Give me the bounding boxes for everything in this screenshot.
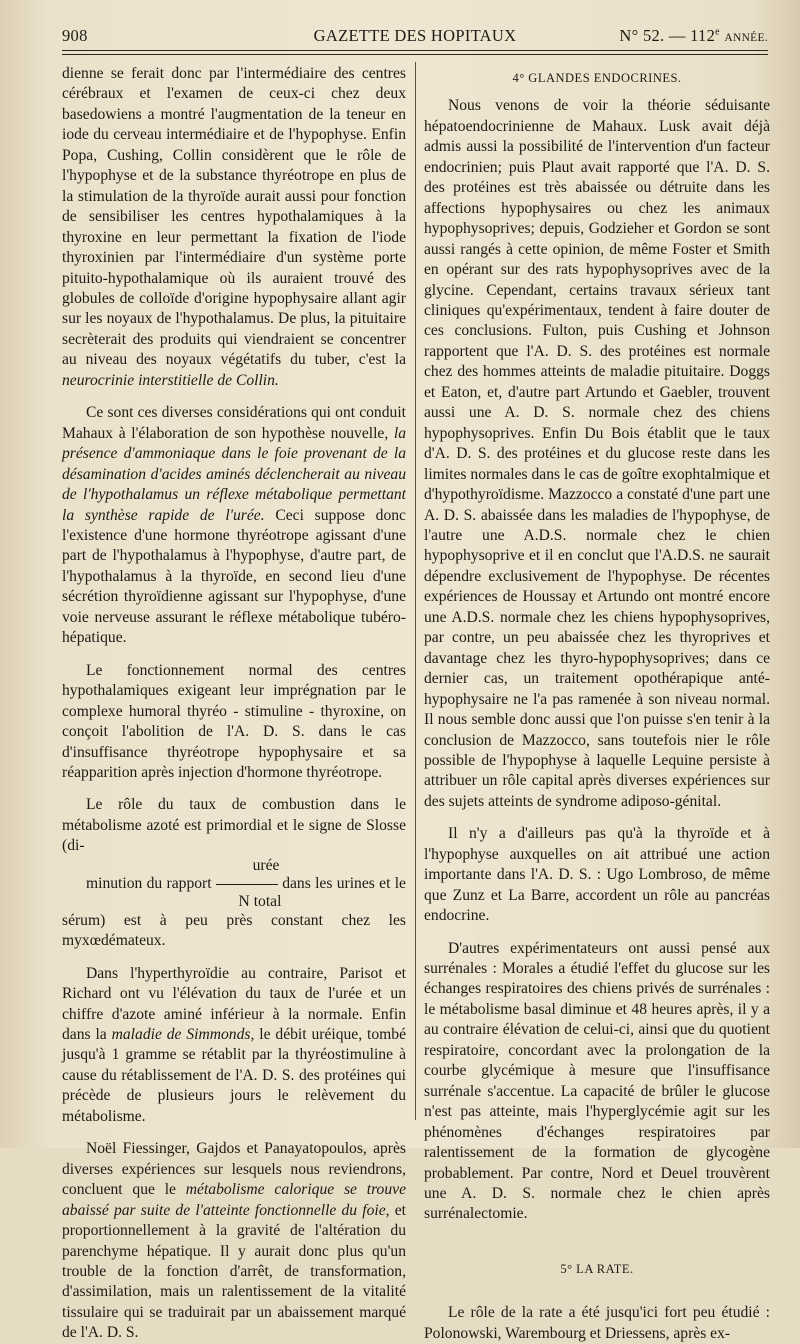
fraction-line	[62, 875, 406, 893]
text-run: Le rôle du taux de combustion dans le métabolisme azoté est primordial et le signe de Slosse (di-	[62, 796, 406, 855]
text-run: Noël Fiessinger, Gajdos et Panayatopoulos, après diverses expériences sur lesquels nous reviendrons, concluent que le	[62, 1140, 406, 1199]
fraction-denominator: N total	[238, 892, 282, 910]
page-number: 908	[62, 26, 88, 45]
text-run: Ce sont ces diverses considérations qui ont conduit Mahaux à l'élaboration de son hypothèse nouvelle,	[62, 404, 406, 442]
italic-run: la présence d'ammoniaque dans le foie provenant de la désamination d'acides aminés déclencherait au niveau de l'hypothalamus un réflexe métabolique permettant la synthèse rapide de l'urée.	[62, 424, 406, 524]
text-run: et proportionnellement à la gravité de l'altération du parenchyme hépatique. Il y aurait donc plus qu'un trouble de la fonction d'arrêt, de transformation, d'assimilation, mais un ralentissement de la vitalité tissulaire qui se traduirait par un abaissement marqué de l'A. D. S.	[62, 1201, 407, 1342]
header-rule-thin	[62, 54, 768, 55]
issue-number: N° 52. — 112	[619, 26, 716, 45]
header-rule	[62, 50, 768, 51]
paragraph	[62, 64, 406, 391]
fraction-numerator: urée	[252, 856, 280, 874]
paragraph	[62, 795, 406, 951]
text-run: sérum) est à peu près constant chez les myxœdémateux.	[62, 911, 406, 950]
paragraph	[62, 964, 406, 1128]
text-run: le débit uréique, tombé jusqu'à 1 gramme se rétablit par la thyréostimuline à cause du rétablissement de l'A. D. S. des protéines qui précède de plusieurs jours le relèvement du métabolisme.	[62, 1026, 406, 1125]
text-run: Ceci suppose donc l'existence d'une hormone thyréotrope agissant d'une part de l'hypothalamus à l'hypophyse, d'autre part, de l'hypothalamus à la thyroïde, en second lieu d'une sécrétion thyroïdienne agissant sur l'hypophyse, d'une voie nerveuse assurant le réflexe métabolique tubéro-hépatique.	[62, 506, 406, 647]
section-heading: 4° GLANDES ENDOCRINES.	[512, 71, 682, 85]
text-run: dienne se ferait donc par l'intermédiaire des centres cérébraux et l'examen de ceux-ci chez deux basedowiens a montré l'augmentation de la teneur en iode du cerveau intermédiaire et de l'hypophyse. Enfin Popa, Cushing, Collin considèrent que le rôle de l'hypophyse et de la substance thyréotrope en plus de la stimulation de la thyroïde aurait aussi pour fonction de sensibiliser les centres hypothalamiques à la thyroxine en leur permettant la fixation de l'iode thyroxinien par l'intermédiaire d'un système porte pituito-hypothalamique où ils auraient trouvé des globules de colloïde d'origine hypophysaire allant agir sur les noyaux de l'hypothalamus. De plus, la pituitaire secrèterait des produits qui viendraient se concentrer au niveau des noyaux végétatifs du tuber, c'est la	[62, 65, 406, 369]
italic-run: métabolisme calorique se trouve abaissé par suite de l'atteinte fonctionnelle du foie,	[62, 1181, 406, 1219]
right-column	[424, 64, 770, 1344]
page-header	[62, 22, 768, 46]
issue-sup: e	[715, 26, 720, 38]
left-column	[62, 64, 406, 1344]
italic-run: maladie de Simmonds,	[111, 1026, 255, 1044]
section-heading: 5° LA RATE.	[560, 1261, 634, 1276]
text-run: dans les urines et le	[282, 874, 406, 892]
issue-suffix: ANNÉE.	[724, 32, 768, 44]
paragraph: D'autres expérimentateurs ont aussi pensé aux surrénales : Morales a étudié l'effet du glucose sur les échanges respiratoires des chiens privés de surrénales : le métabolisme basal diminue et 48 heures après, il y a au contraire élévation de celui-ci, ainsi que du quotient respiratoire, concordant avec la prolongation de la courbe glycémique à mesure que l'insuffisance surrénale s'accentue. La capacité de brûler le glucose n'est pas atteinte, mais l'hyperglycémie agit sur les phénomènes d'échanges respiratoires par ralentissement de la formation de glycogène probablement. Par contre, Nord et Deuel trouvèrent une A. D. S. normale chez le chien après surrénalectomie.	[424, 939, 770, 1223]
issue-label	[619, 26, 768, 46]
italic-run: neurocrinie interstitielle de Collin.	[62, 371, 279, 389]
text-run: Dans l'hyperthyroïdie au contraire, Parisot et Richard ont vu l'élévation du taux de l'urée et un chiffre d'azote aminé inférieur à la normale. Enfin dans la	[62, 964, 406, 1044]
paragraph: Il n'y a d'ailleurs pas qu'à la thyroïde et à l'hypophyse auxquelles on ait attribué une action importante dans l'A. D. S. : Ugo Lombroso, de même que Zunz et La Barre, accordent un rôle au pancréas endocrine.	[424, 825, 770, 925]
paragraph: Le rôle de la rate a été jusqu'ici fort peu étudié : Polonowski, Warembourg et Driessens, après ex-	[424, 1304, 770, 1342]
fraction-bar	[216, 884, 278, 885]
paragraph	[62, 1139, 406, 1344]
paragraph	[62, 403, 406, 648]
column-divider	[415, 62, 416, 1120]
paragraph: Nous venons de voir la théorie séduisante hépatoendocrinienne de Mahaux. Lusk avait déjà admis aussi la possibilité de l'intervention d'un facteur endocrinien; puis Plaut avait rapporté que l'A. D. S. des protéines est très abaissée ou détruite dans les affections hypophysaires ou chez les animaux hypophysoprives; depuis, Godzieher et Gordon se sont aussi rangés à cette opinion, de même Foster et Smith en opérant sur des rats hypophysoprives avec de la glycine. Cependant, certains travaux sérieux tant cliniques qu'expérimentaux, tendent à faire douter de ces conclusions. Fulton, puis Cushing et Johnson rapportent que l'A. D. S. des protéines est normale chez des hommes atteints de maladie pituitaire. Doggs et Eaton, et, d'autre part Artundo et Gaebler, trouvent aussi une A. D. S. normale chez des chiens hypophysoprives. Enfin Du Bois établit que le taux d'A. D. S. des protéines et du glucose reste dans les limites normales dans le cas de goître exophtalmique et d'hypothyroïdisme. Mazzocco a constaté d'une part une A. D. S. abaissée dans les maladies de l'hypophyse, de l'autre une A.D.S. normale chez le chien hypophysoprive et il en conclut que l'A.D.S. ne saurait dépendre exclusivement de l'hypophyse. De récentes expériences de Houssay et Artundo ont montré encore une A.D.S. normale chez les chiens hypophysoprives, par contre, un peu abaissée chez les thyroprives et davantage chez les thyro-hypophysoprives; dans ce dernier cas, un traitement opothérapique anté-hypophysaire ne l'a pas ramenée à son niveau normal. Il nous semble donc aussi que l'on puisse s'en tenir à la conclusion de Mazzocco, sans toutefois nier le rôle possible de l'hypophyse à laquelle Lequine persiste à attribuer un rôle capital après diverses expériences sur des sujets atteints de syndrome adiposo-génital.	[424, 97, 770, 810]
journal-title: GAZETTE DES HOPITAUX	[313, 26, 517, 45]
text-run: minution du rapport	[86, 874, 212, 892]
paragraph: Le fonctionnement normal des centres hypothalamiques exigeant leur imprégnation par le complexe humoral thyréo - stimuline - thyroxine, on conçoit l'abolition de l'A. D. S. dans le cas d'insuffisance thyréotrope hypophysaire et sa réapparition après injection d'hormone thyréotrope.	[62, 661, 406, 781]
